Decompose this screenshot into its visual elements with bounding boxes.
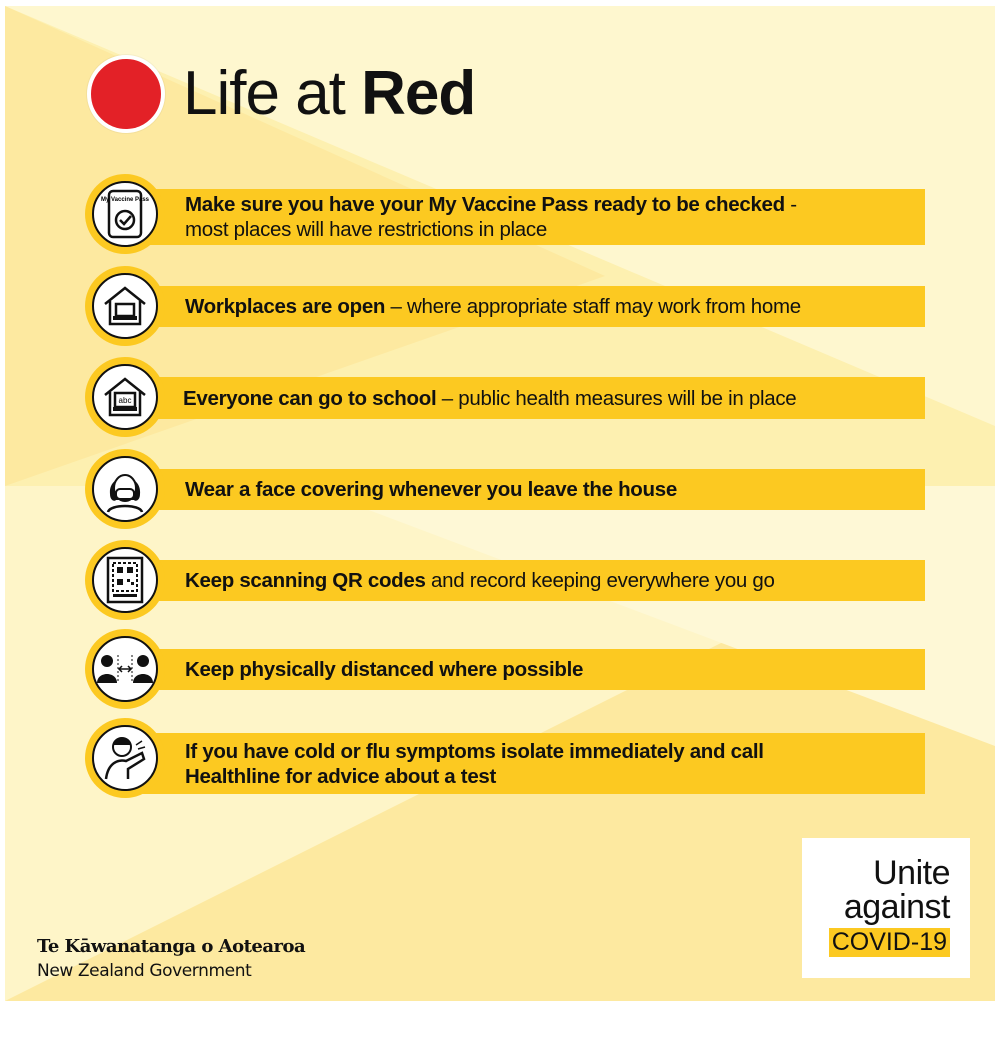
face-mask-icon <box>85 449 165 529</box>
list-item <box>85 266 925 346</box>
item-bold-text: If you have cold or flu symptoms isolate immediately and call <box>185 739 764 763</box>
item-bold-text: Everyone can go to school <box>183 386 437 410</box>
list-item <box>85 357 925 437</box>
page-title <box>87 54 475 134</box>
item-text <box>125 469 925 510</box>
list-item <box>85 718 925 798</box>
vaccine-pass-icon-text: My Vaccine Pass <box>100 197 150 203</box>
item-bold-text: Keep scanning QR codes <box>185 569 426 592</box>
government-logo <box>37 936 305 981</box>
list-item <box>85 540 925 620</box>
item-text <box>125 649 925 690</box>
school-icon <box>85 357 165 437</box>
item-text <box>125 560 925 601</box>
item-normal-text: and record keeping everywhere you go <box>425 569 775 592</box>
government-english-name: New Zealand Government <box>37 961 252 981</box>
item-normal-text: - <box>784 193 797 216</box>
school-icon-text: abc <box>118 396 132 405</box>
list-item <box>85 174 925 254</box>
home-laptop-icon <box>85 266 165 346</box>
logo-line2: against <box>843 888 950 926</box>
list-item <box>85 449 925 529</box>
vaccine-pass-icon <box>85 174 165 254</box>
sneeze-icon <box>85 718 165 798</box>
logo-line3: COVID-19 <box>829 928 950 957</box>
item-normal-text: – public health measures will be in place <box>436 386 797 410</box>
item-bold-text: Make sure you have your My Vaccine Pass ready to be checked <box>185 193 785 216</box>
item-line2-text: Healthline for advice about a test <box>185 764 497 788</box>
item-bold-text: Workplaces are open <box>185 295 386 318</box>
physical-distance-icon <box>85 629 165 709</box>
title-prefix: Life at <box>183 59 345 128</box>
logo-line1: Unite <box>873 854 950 892</box>
title-emphasis: Red <box>361 59 476 128</box>
item-bold-text: Wear a face covering whenever you leave the house <box>185 478 677 501</box>
item-normal-text: – where appropriate staff may work from home <box>385 295 801 318</box>
item-bold-text: Keep physically distanced where possible <box>185 658 584 681</box>
item-text <box>125 377 925 419</box>
government-maori-name: Te Kāwanatanga o Aotearoa <box>37 936 306 957</box>
list-item <box>85 629 925 709</box>
unite-against-covid-logo <box>802 838 970 978</box>
qr-code-icon <box>85 540 165 620</box>
item-line2-text: most places will have restrictions in place <box>185 218 547 241</box>
item-text <box>125 733 925 794</box>
item-text <box>125 189 925 245</box>
item-text <box>125 286 925 327</box>
red-alert-icon <box>87 55 165 133</box>
